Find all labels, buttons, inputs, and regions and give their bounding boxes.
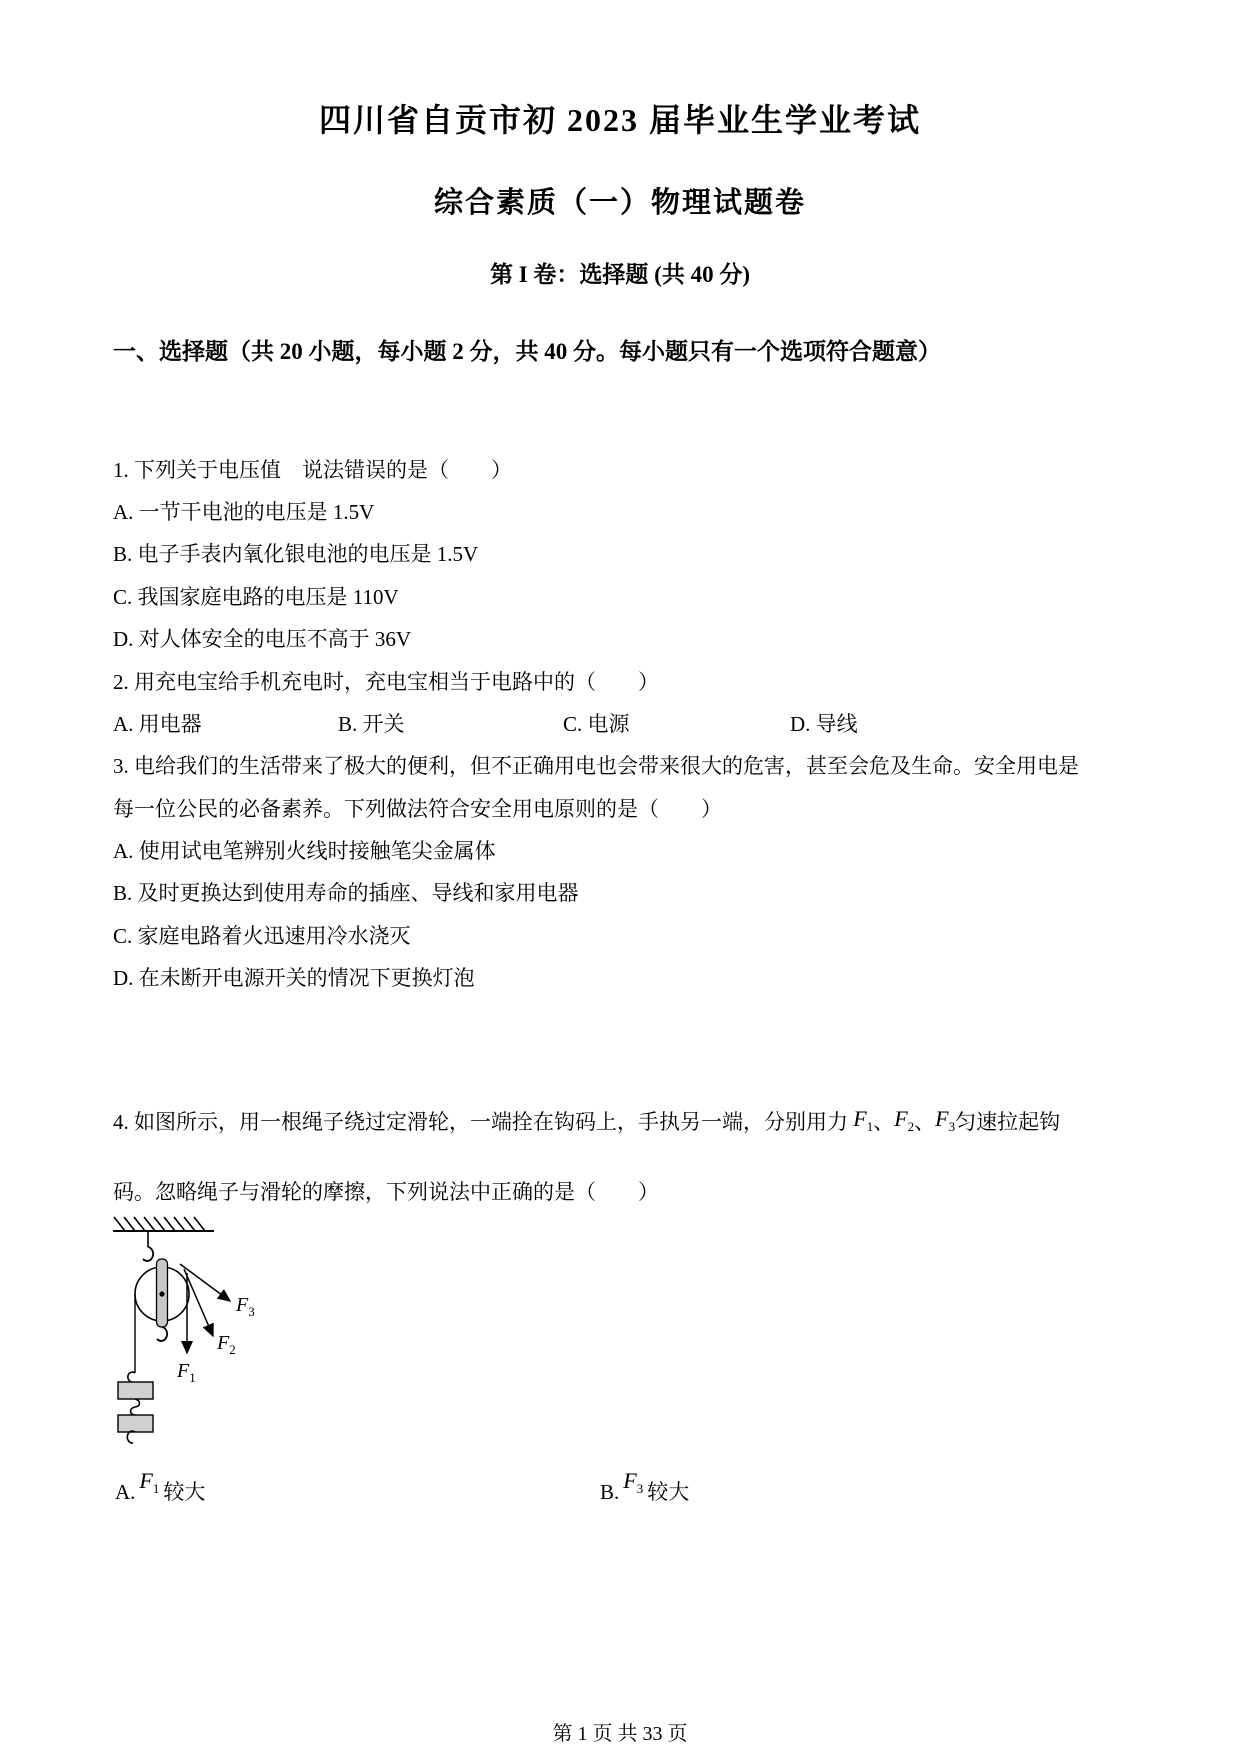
force-symbol-f3: $F_3$ (935, 1106, 956, 1135)
question-2-option-b: B. 开关 (338, 712, 405, 736)
force-symbol-f3: $F_3$ (623, 1468, 644, 1497)
question-2-option-a: A. 用电器 (113, 712, 202, 736)
weight-top-hook (128, 1372, 135, 1382)
force-symbol-f1: $F_1$ (139, 1468, 160, 1497)
force-label-f2: $F_2$ (217, 1332, 236, 1357)
ceiling-hatch (113, 1217, 214, 1231)
question-4-text-suffix: 匀速拉起钩 (955, 1110, 1061, 1134)
page-footer: 第 1 页 共 33 页 (552, 1723, 688, 1745)
weight-bottom-hook (127, 1431, 135, 1443)
question-4-option-b: B. $F_3$ 较大 (600, 1468, 690, 1504)
question-4-text-prefix: 4. 如图所示，用一根绳子绕过定滑轮，一端拴在钩码上，手执另一端，分别用力 (113, 1110, 854, 1134)
question-3-stem-line1: 3. 电给我们的生活带来了极大的便利，但不正确用电也会带来很大的危害，甚至会危及生命。安全用电是 (113, 754, 1079, 778)
pulley-diagram-drawing (110, 1213, 300, 1458)
weight-link-hook (131, 1399, 140, 1415)
question-2-option-d: D. 导线 (790, 712, 858, 736)
pulley-diagram (110, 1213, 300, 1458)
question-1-option-a: A. 一节干电池的电压是 1.5V (113, 500, 375, 524)
force-symbol-f2: $F_2$ (894, 1106, 915, 1135)
force-label-f3: $F_3$ (236, 1294, 255, 1319)
question-2-option-c: C. 电源 (563, 712, 630, 736)
section-title: 第 I 卷：选择题 (共 40 分) (489, 262, 751, 287)
weight-2 (118, 1415, 153, 1432)
force-label-f1: $F_1$ (177, 1360, 196, 1385)
axle-bottom-hook (157, 1327, 167, 1341)
question-2-stem: 2. 用充电宝给手机充电时，充电宝相当于电路中的（ ） (113, 670, 659, 694)
part-heading: 一、选择题（共 20 小题，每小题 2 分，共 40 分。每小题只有一个选项符合题意） (113, 339, 941, 364)
question-3-option-c: C. 家庭电路着火迅速用冷水浇灭 (113, 924, 411, 948)
question-1-stem: 1. 下列关于电压值 说法错误的是（ ） (113, 458, 512, 482)
force-symbol-f1: $F_1$ (853, 1106, 874, 1135)
question-4-option-a: A. $F_1$ 较大 (115, 1468, 206, 1504)
weight-1 (118, 1382, 153, 1399)
question-3-stem-line2: 每一位公民的必备素养。下列做法符合安全用电原则的是（ ） (113, 797, 722, 821)
question-3-option-a: A. 使用试电笔辨别火线时接触笔尖金属体 (113, 839, 496, 863)
separator: 、 (914, 1110, 936, 1134)
question-4-stem-line2: 码。忽略绳子与滑轮的摩擦，下列说法中正确的是（ ） (113, 1180, 659, 1204)
question-1-option-c: C. 我国家庭电路的电压是 110V (113, 585, 399, 609)
question-4-stem-line1 (113, 1107, 1060, 1137)
separator: 、 (873, 1110, 895, 1134)
axle-center-dot (159, 1291, 164, 1296)
page-title: 四川省自贡市初 2023 届毕业生学业考试 (318, 102, 921, 138)
question-1-option-d: D. 对人体安全的电压不高于 36V (113, 627, 412, 651)
question-1-option-b: B. 电子手表内氧化银电池的电压是 1.5V (113, 542, 479, 566)
question-3-option-d: D. 在未断开电源开关的情况下更换灯泡 (113, 966, 475, 990)
top-hook (143, 1247, 153, 1261)
question-3-option-b: B. 及时更换达到使用寿命的插座、导线和家用电器 (113, 881, 579, 905)
page-subtitle: 综合素质（一）物理试题卷 (433, 187, 806, 219)
